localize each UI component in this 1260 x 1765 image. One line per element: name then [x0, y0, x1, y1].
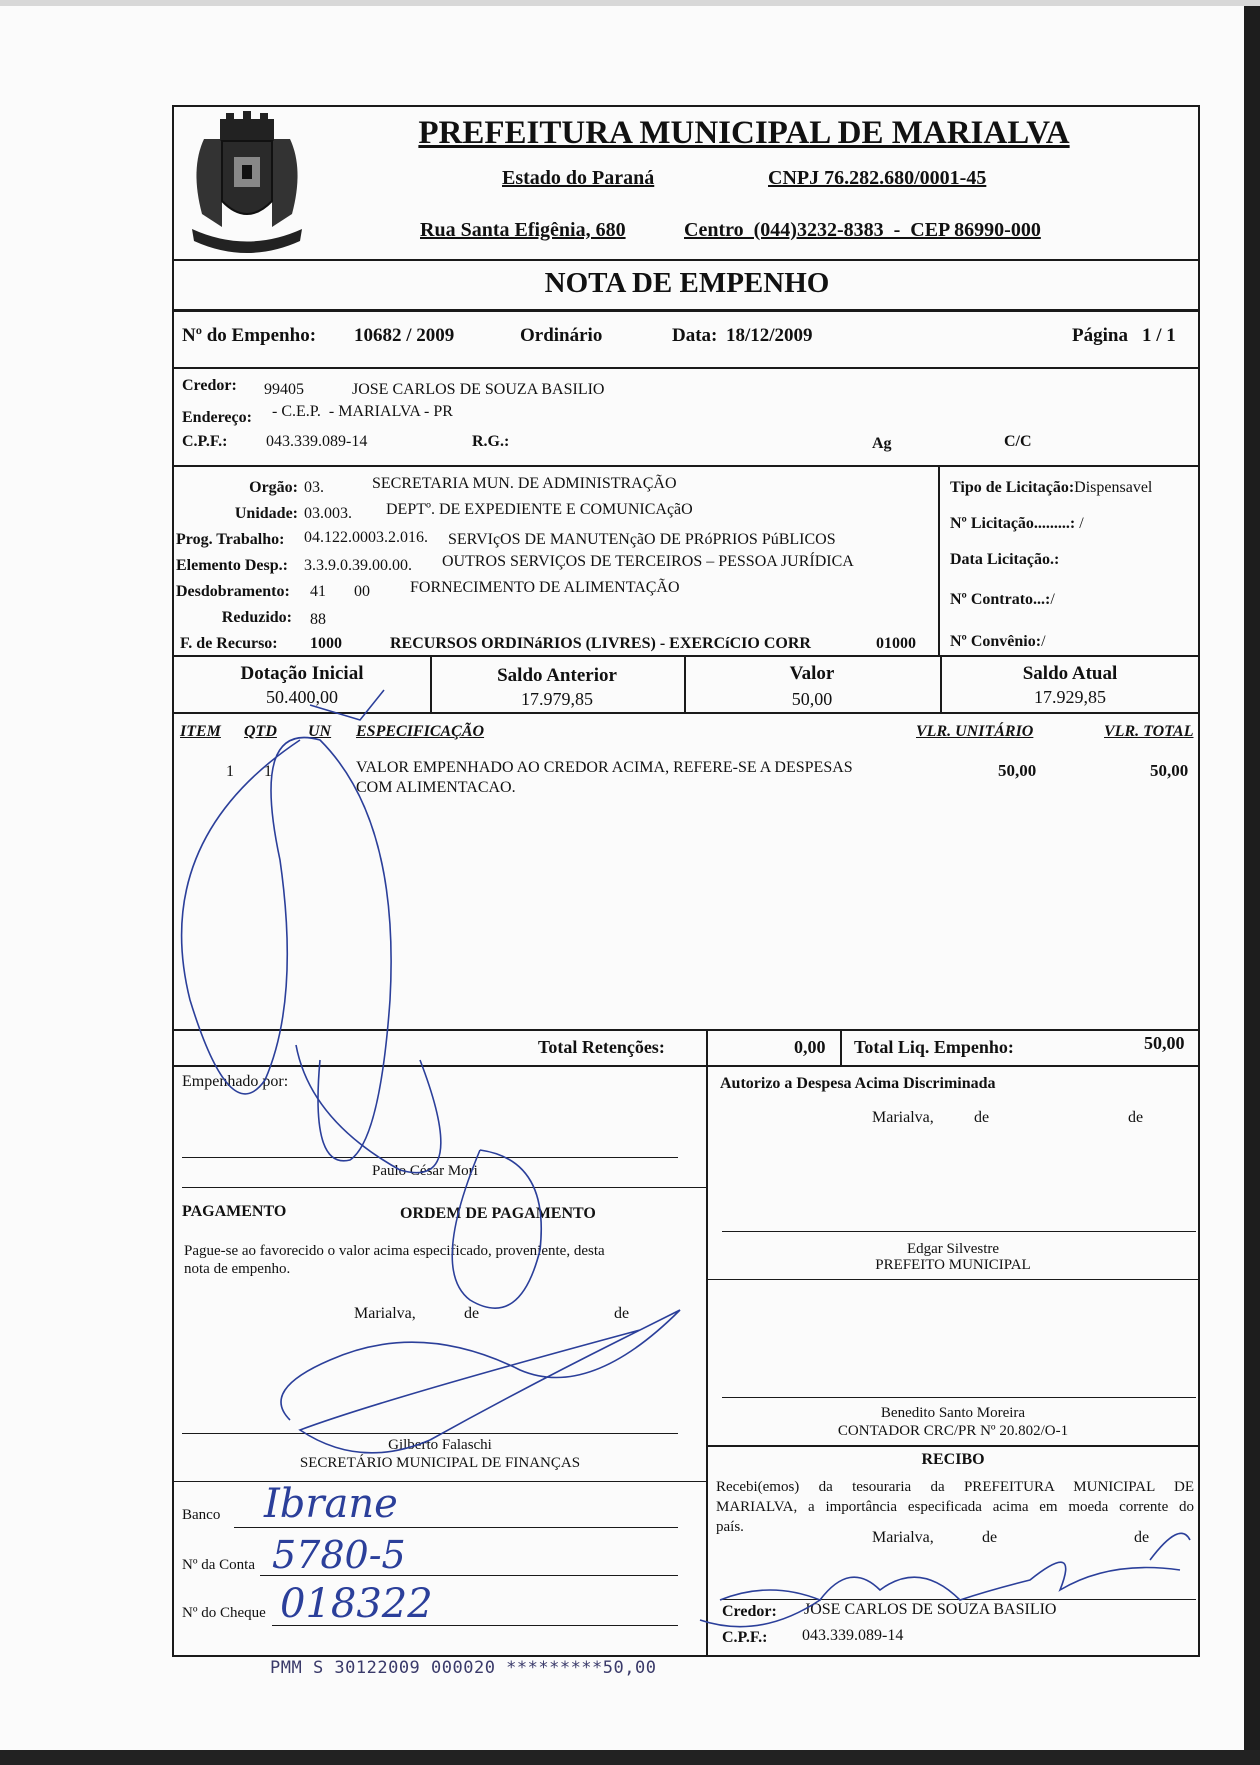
item-vlr-unitario: 50,00: [998, 761, 1037, 780]
accountant-name: Benedito Santo Moreira: [880, 1405, 1026, 1421]
pagamento-text-line1: Pague-se ao favorecido o valor acima especificado, proveniente, desta: [184, 1243, 605, 1259]
pagamento-label: PAGAMENTO: [182, 1203, 287, 1220]
page-label: Página: [1072, 325, 1128, 346]
recibo-cpf-label: C.P.F.:: [722, 1629, 768, 1646]
elemento-name: OUTROS SERVIÇOS DE TERCEIROS – PESSOA JURÍDICA: [442, 553, 854, 570]
elemento-label: Elemento Desp.:: [176, 557, 288, 574]
pagamento-city: Marialva,: [354, 1305, 416, 1322]
recibo-de1: de: [982, 1529, 998, 1546]
saldo-atual-label: Saldo Atual: [1022, 663, 1118, 684]
fonte-name: RECURSOS ORDINáRIOS (LIVRES) - EXERCíCIO CORR: [390, 635, 811, 652]
autorizo-de2: de: [1128, 1109, 1144, 1126]
desdobramento-code2: 00: [354, 583, 370, 600]
col-qtd: QTD: [244, 723, 277, 740]
saldo-atual-value: 17.929,85: [1034, 687, 1106, 707]
recibo-text-line1: Recebi(emos) da tesouraria da PREFEITURA MUNICIPAL DE: [716, 1479, 1194, 1495]
secretario-name: Gilberto Falaschi: [388, 1437, 492, 1453]
numero-convenio: Nº Convênio:/: [950, 633, 1046, 650]
recibo-de2: de: [1134, 1529, 1150, 1546]
data-licitacao-label: Data Licitação.:: [950, 551, 1060, 568]
credor-code: 99405: [264, 381, 304, 398]
secretario-title: SECRETÁRIO MUNICIPAL DE FINANÇAS: [299, 1455, 581, 1471]
pagamento-text-line2: nota de empenho.: [184, 1261, 291, 1277]
unidade-label: Unidade:: [234, 505, 298, 522]
endereco-label: Endereço:: [182, 409, 252, 426]
credor-cpf: 043.339.089-14: [266, 433, 368, 450]
empenho-date-label: Data:: [672, 325, 718, 346]
document-title: NOTA DE EMPENHO: [544, 267, 830, 299]
page-number: 1 / 1: [1142, 325, 1176, 346]
empenho-number-label: Nº do Empenho:: [182, 325, 317, 346]
tipo-licitacao-label: Tipo de Licitação:Dispensavel: [950, 479, 1153, 496]
ag-label: Ag: [872, 435, 892, 452]
total-liquido-value: 50,00: [1144, 1033, 1185, 1053]
cc-label: C/C: [1004, 433, 1032, 450]
banco-value: Ibrane: [264, 1481, 398, 1527]
conta-label: Nº da Conta: [182, 1557, 255, 1573]
crest-banner: [292, 235, 314, 247]
orgao-name: SECRETARIA MUN. DE ADMINISTRAÇÃO: [372, 475, 677, 492]
item-vlr-total: 50,00: [1150, 761, 1189, 780]
credor-name: JOSE CARLOS DE SOUZA BASILIO: [352, 381, 605, 398]
autorizo-de1: de: [974, 1109, 990, 1126]
banco-label: Banco: [182, 1507, 221, 1523]
valor-value: 50,00: [791, 689, 833, 709]
header-title: PREFEITURA MUNICIPAL DE MARIALVA: [418, 115, 1070, 151]
item-number: 1: [226, 763, 234, 780]
item-qtd: 1: [264, 763, 272, 780]
desdobramento-name: FORNECIMENTO DE ALIMENTAÇÃO: [410, 579, 680, 596]
payment-stamp: PMM S 30122009 000020 *********50,00: [270, 1658, 657, 1678]
cpf-label: C.P.F.:: [182, 433, 228, 450]
orgao-label: Orgão:: [249, 479, 298, 496]
col-especificacao: ESPECIFICAÇÃO: [356, 723, 485, 740]
prog-code: 04.122.0003.2.016.: [304, 529, 428, 546]
autorizo-title: Autorizo a Despesa Acima Discriminada: [720, 1075, 996, 1092]
col-vlr-unitario: VLR. UNITÁRIO: [916, 723, 1034, 740]
recibo-credor-label: Credor:: [722, 1603, 777, 1620]
unidade-code: 03.003.: [304, 505, 352, 522]
total-liquido-label: Total Liq. Empenho:: [854, 1037, 1014, 1057]
item-spec-line1: VALOR EMPENHADO AO CREDOR ACIMA, REFERE-SE A DESPESAS: [356, 759, 853, 776]
fonte-number: 01000: [876, 635, 916, 652]
empenho-number: 10682 / 2009: [354, 325, 455, 346]
recibo-title: RECIBO: [921, 1451, 985, 1468]
mayor-name: Edgar Silvestre: [906, 1241, 1000, 1257]
total-retencoes-label: Total Retenções:: [538, 1037, 665, 1057]
elemento-code: 3.3.9.0.39.00.00.: [304, 557, 412, 574]
header-address: Rua Santa Efigênia, 680: [420, 219, 626, 241]
reduzido-label: Reduzido:: [221, 609, 292, 626]
rg-label: R.G.:: [472, 433, 510, 450]
recibo-credor-name: JOSE CARLOS DE SOUZA BASILIO: [804, 1601, 1057, 1618]
prog-name: SERVIçOS DE MANUTENçãO DE PRóPRIOS PúBLICOS: [448, 531, 836, 548]
recibo-text-line2: MARIALVA, a importância especificada acima em moeda corrente do: [716, 1499, 1194, 1515]
empenhado-por-label: Empenhado por:: [182, 1073, 289, 1090]
mayor-title: PREFEITO MUNICIPAL: [875, 1257, 1031, 1273]
header-address-contact: Centro (044)3232-8383 - CEP 86990-000: [684, 219, 1041, 241]
reduzido-value: 88: [310, 611, 326, 628]
col-un: UN: [308, 723, 332, 740]
desdobramento-label: Desdobramento:: [176, 583, 290, 600]
header-state: Estado do Paraná: [502, 167, 655, 189]
recibo-city: Marialva,: [872, 1529, 934, 1546]
orgao-code: 03.: [304, 479, 324, 496]
saldo-anterior-value: 17.979,85: [521, 689, 593, 709]
fonte-label: F. de Recurso:: [180, 635, 278, 652]
col-item: ITEM: [180, 723, 221, 740]
desdobramento-code1: 41: [310, 583, 326, 600]
saldo-anterior-label: Saldo Anterior: [497, 665, 617, 686]
autorizo-city: Marialva,: [872, 1109, 934, 1126]
empenhado-por-name: Paulo César Mori: [372, 1163, 478, 1179]
item-spec-line2: COM ALIMENTACAO.: [356, 779, 516, 796]
dotacao-value: 50.400,00: [266, 687, 338, 707]
dotacao-label: Dotação Inicial: [240, 663, 364, 684]
tipo-licitacao-value: Dispensavel: [1074, 479, 1153, 496]
pagamento-de1: de: [464, 1305, 480, 1322]
col-vlr-total: VLR. TOTAL: [1104, 723, 1194, 740]
unidade-name: DEPTº. DE EXPEDIENTE E COMUNICAçãO: [386, 501, 693, 518]
prog-label: Prog. Trabalho:: [176, 531, 285, 548]
fonte-code: 1000: [310, 635, 342, 652]
numero-licitacao: Nº Licitação.........: /: [950, 515, 1084, 532]
total-retencoes-value: 0,00: [794, 1037, 826, 1057]
nota-empenho-form: [172, 105, 1200, 1657]
cheque-value: 018322: [280, 1581, 433, 1627]
valor-label: Valor: [789, 663, 835, 684]
recibo-cpf: 043.339.089-14: [802, 1627, 904, 1644]
credor-label: Credor:: [182, 377, 237, 394]
cheque-label: Nº do Cheque: [182, 1605, 266, 1621]
numero-contrato: Nº Contrato...:/: [950, 591, 1055, 608]
empenho-date: 18/12/2009: [726, 325, 813, 346]
pagamento-de2: de: [614, 1305, 630, 1322]
credor-address: - C.E.P. - MARIALVA - PR: [272, 403, 453, 420]
empenho-type: Ordinário: [520, 325, 603, 346]
accountant-title: CONTADOR CRC/PR Nº 20.802/O-1: [837, 1423, 1069, 1439]
header-cnpj: CNPJ 76.282.680/0001-45: [768, 167, 987, 189]
ordem-pagamento-label: ORDEM DE PAGAMENTO: [400, 1205, 596, 1222]
recibo-text-line3: país.: [716, 1519, 744, 1535]
conta-value: 5780-5: [272, 1533, 406, 1577]
